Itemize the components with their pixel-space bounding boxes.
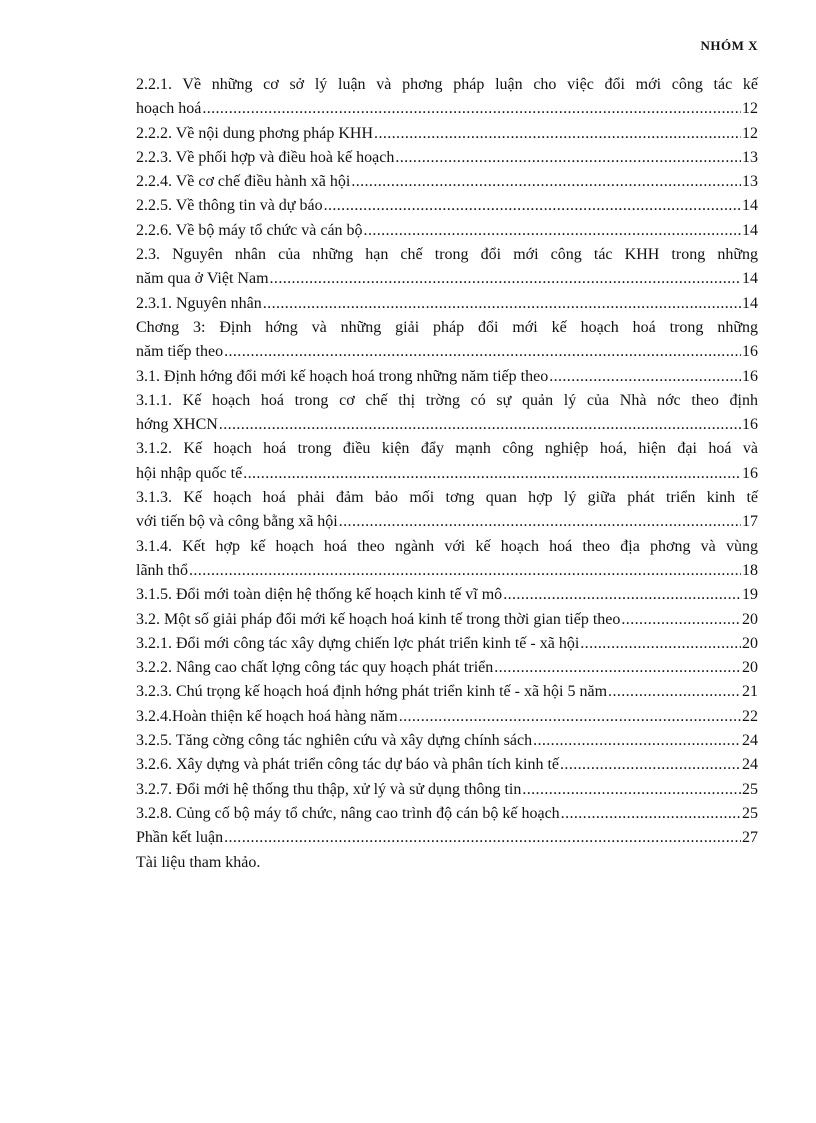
dot-leader: [374, 122, 741, 146]
toc-entry[interactable]: [136, 219, 758, 243]
toc-page-number: 20: [742, 610, 758, 628]
toc-page-number: 20: [742, 634, 758, 652]
toc-page-number: 24: [742, 756, 758, 774]
toc-entry-title: 2.2.6. Về bộ máy tổ chức và cán bộ: [136, 221, 363, 239]
toc-entry-title: hội nhập quốc tế: [136, 464, 243, 482]
toc-entry-title: với tiến bộ và công bằng xã hội: [136, 513, 338, 531]
toc-entry-title: 2.2.2. Về nội dung phơng pháp KHH: [136, 124, 374, 142]
dot-leader: [270, 267, 741, 291]
toc-entry-title: 3.1.2. Kế hoạch hoá trong điều kiện đẩy mạnh công nghiệp hoá, hiện đại hoá và: [136, 440, 758, 458]
toc-entry-title: 3.1.4. Kết hợp kế hoạch hoá theo ngành với kế hoạch hoá theo địa phơng và vùng: [136, 537, 758, 555]
toc-entry-title: 3.1. Định hớng đổi mới kế hoạch hoá trong những năm tiếp theo: [136, 367, 549, 385]
toc-page-number: 17: [742, 513, 758, 531]
toc-entry[interactable]: [136, 437, 758, 486]
toc-entry[interactable]: [136, 656, 758, 680]
dot-leader: [219, 413, 741, 437]
toc-entry-title: 2.2.3. Về phối hợp và điều hoà kế hoạch: [136, 148, 395, 166]
toc-page-number: 14: [742, 197, 758, 215]
toc-entry[interactable]: [136, 608, 758, 632]
toc-page-number: 12: [742, 124, 758, 142]
dot-leader: [202, 97, 741, 121]
toc-page-number: 16: [742, 343, 758, 361]
toc-entry-title: 2.2.4. Về cơ chế điều hành xã hội: [136, 173, 351, 191]
toc-entry-title: hớng XHCN: [136, 416, 218, 434]
dot-leader: [399, 705, 741, 729]
toc-entry-title: 3.1.1. Kế hoạch hoá trong cơ chế thị trờng có sự quản lý của Nhà nớc theo định: [136, 391, 758, 409]
toc-entry-title: năm tiếp theo: [136, 343, 224, 361]
toc-entry-title: năm qua ở Việt Nam: [136, 270, 269, 288]
dot-leader: [608, 680, 741, 704]
toc-entry[interactable]: [136, 194, 758, 218]
toc-entry[interactable]: [136, 632, 758, 656]
page-header: NHÓM X: [700, 38, 758, 53]
toc-page-number: 24: [742, 732, 758, 750]
toc-entry[interactable]: [136, 389, 758, 438]
toc-entry-title: 2.2.1. Về những cơ sở lý luận và phơng pháp luận cho việc đổi mới công tác kế: [136, 76, 758, 93]
toc-entry-title: 3.1.5. Đổi mới toàn diện hệ thống kế hoạch kinh tế vĩ mô: [136, 586, 503, 604]
toc-entry-title: 3.2.8. Củng cố bộ máy tổ chức, nâng cao trình độ cán bộ kế hoạch: [136, 804, 560, 822]
references-entry[interactable]: Tài liệu tham khảo.: [136, 853, 261, 871]
toc-page-number: 14: [742, 221, 758, 239]
toc-entry[interactable]: [136, 243, 758, 292]
toc-entry-title: 2.3. Nguyên nhân của những hạn chế trong đổi mới công tác KHH trong những: [136, 246, 758, 264]
toc-entry[interactable]: [136, 365, 758, 389]
dot-leader: [494, 656, 741, 680]
toc-entry-title: 3.2.5. Tăng cờng công tác nghiên cứu và xây dựng chính sách: [136, 732, 533, 750]
dot-leader: [224, 340, 741, 364]
toc-page-number: 14: [742, 294, 758, 312]
toc-entry-title: 3.2.2. Nâng cao chất lợng công tác quy hoạch phát triển: [136, 659, 494, 677]
toc-page-number: 27: [742, 829, 758, 847]
toc-entry[interactable]: [136, 146, 758, 170]
toc-entry-title: 3.2.1. Đổi mới công tác xây dựng chiến lợc phát triển kinh tế - xã hội: [136, 634, 580, 652]
toc-entry[interactable]: [136, 826, 758, 850]
dot-leader: [561, 802, 741, 826]
toc-page-number: 16: [742, 464, 758, 482]
toc-entry[interactable]: [136, 680, 758, 704]
toc-page-number: 25: [742, 804, 758, 822]
toc-page-number: 21: [742, 683, 758, 701]
toc-entry-title: Phần kết luận: [136, 829, 224, 847]
dot-leader: [503, 583, 741, 607]
dot-leader: [364, 219, 741, 243]
dot-leader: [621, 608, 741, 632]
toc-entry-title: 3.2.7. Đổi mới hệ thống thu thập, xử lý và sử dụng thông tin: [136, 780, 522, 798]
toc-entry-title: 3.2.6. Xây dựng và phát triển công tác dự báo và phân tích kinh tế: [136, 756, 560, 774]
toc-page-number: 18: [742, 561, 758, 579]
toc-entry-title: 3.2. Một số giải pháp đổi mới kế hoạch hoá kinh tế trong thời gian tiếp theo: [136, 610, 621, 628]
dot-leader: [339, 510, 741, 534]
toc-entry[interactable]: [136, 778, 758, 802]
dot-leader: [263, 292, 741, 316]
toc-entry[interactable]: [136, 73, 758, 122]
dot-leader: [560, 753, 741, 777]
toc-entry[interactable]: [136, 486, 758, 535]
toc-page-number: 13: [742, 173, 758, 191]
toc-page-number: 25: [742, 780, 758, 798]
toc-entry[interactable]: [136, 753, 758, 777]
toc-entry[interactable]: [136, 729, 758, 753]
toc-entry[interactable]: [136, 535, 758, 584]
dot-leader: [395, 146, 741, 170]
toc-entry[interactable]: [136, 122, 758, 146]
dot-leader: [243, 462, 741, 486]
toc-entry[interactable]: [136, 705, 758, 729]
toc-page-number: 16: [742, 367, 758, 385]
dot-leader: [189, 559, 741, 583]
dot-leader: [533, 729, 741, 753]
toc-entry-title: 2.3.1. Nguyên nhân: [136, 294, 262, 312]
dot-leader: [549, 365, 741, 389]
toc-page-number: 19: [742, 586, 758, 604]
dot-leader: [351, 170, 741, 194]
toc-entry-title: 2.2.5. Về thông tin và dự báo: [136, 197, 323, 215]
toc-entry-title: 3.2.3. Chú trọng kế hoạch hoá định hớng phát triển kinh tế - xã hội 5 năm: [136, 683, 608, 701]
toc-page-number: 13: [742, 148, 758, 166]
toc-entry[interactable]: [136, 802, 758, 826]
toc-entry[interactable]: [136, 170, 758, 194]
dot-leader: [580, 632, 741, 656]
toc-entry-title: lãnh thổ: [136, 561, 188, 579]
toc-page-number: 22: [742, 707, 758, 725]
toc-page-number: 12: [742, 100, 758, 118]
toc-entry-title: 3.2.4.Hoàn thiện kế hoạch hoá hàng năm: [136, 707, 398, 725]
dot-leader: [324, 194, 741, 218]
toc-page-number: 20: [742, 659, 758, 677]
toc-entry[interactable]: [136, 583, 758, 607]
toc-entry-title: hoạch hoá: [136, 100, 202, 118]
dot-leader: [224, 826, 741, 850]
toc-entry[interactable]: [136, 316, 758, 365]
toc-entry[interactable]: [136, 292, 758, 316]
toc-entry-title: Chơng 3: Định hớng và những giải pháp đổi mới kế hoạch hoá trong những: [136, 318, 758, 336]
toc-page-number: 14: [742, 270, 758, 288]
toc-page-number: 16: [742, 416, 758, 434]
toc-entry-title: 3.1.3. Kế hoạch hoá phải đảm bảo mối tơng quan hợp lý giữa phát triển kinh tế: [136, 489, 758, 507]
table-of-contents: [136, 73, 758, 875]
dot-leader: [522, 778, 741, 802]
